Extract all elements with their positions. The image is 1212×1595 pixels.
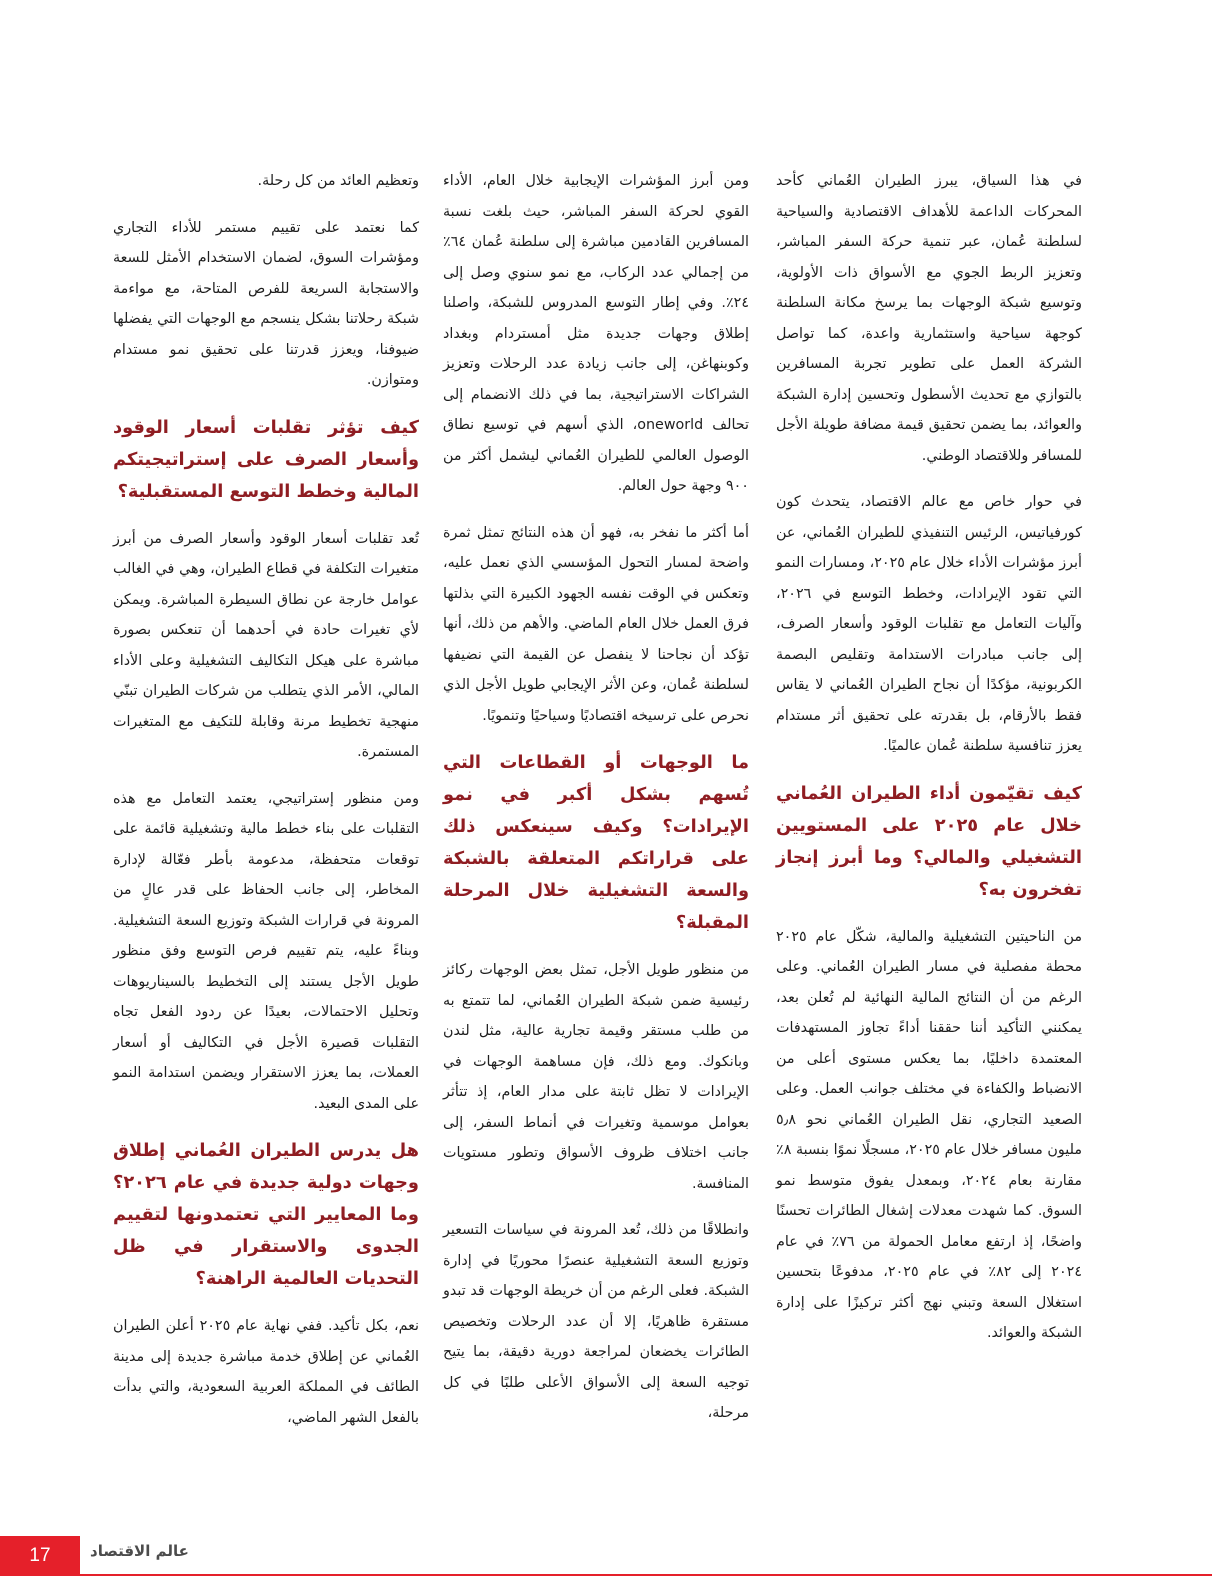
- paragraph: تُعد تقلبات أسعار الوقود وأسعار الصرف من أبرز متغيرات التكلفة في قطاع الطيران، وهي في الغالب عوامل خارجة عن نطاق السيطرة المباشرة. ويمكن لأي تغيرات حادة في أحدهما أن تنعكس بصورة مباشرة على هيكل التكاليف التشغيلية وعلى الأداء المالي، الأمر الذي يتطلب من شركات الطيران تبنّي منهجية تخطيط مرنة وقابلة للتكيف مع المتغيرات المستمرة.: [113, 530, 419, 760]
- paragraph: وانطلاقًا من ذلك، تُعد المرونة في سياسات التسعير وتوزيع السعة التشغيلية عنصرًا محوريًا في إدارة الشبكة. فعلى الرغم من أن خريطة الوجهات قد تبدو مستقرة ظاهريًا، إلا أن عدد الرحلات وتخصيص الطائرات يخضعان لمراجعة دورية دقيقة، بما يتيح توجيه السعة إلى الأسواق الأعلى طلبًا في كل مرحلة،: [443, 1222, 749, 1421]
- paragraph: وتعظيم العائد من كل رحلة.: [257, 173, 419, 189]
- question-heading: كيف تؤثر تقلبات أسعار الوقود وأسعار الصرف على إستراتيجيتكم المالية وخطط التوسع المستقبلية؟: [113, 416, 419, 502]
- paragraph: ومن أبرز المؤشرات الإيجابية خلال العام، الأداء القوي لحركة السفر المباشر، حيث بلغت نسبة المسافرين القادمين مباشرة إلى سلطنة عُمان ٦٤٪ من إجمالي عدد الركاب، مع نمو سنوي وصل إلى ٢٤٪. وفي إطار التوسع المدروس للشبكة، واصلنا إطلاق وجهات جديدة مثل أمستردام وبغداد وكوبنهاغن، إلى جانب زيادة عدد الرحلات وتعزيز الشراكات الاستراتيجية، بما في ذلك الانضمام إلى تحالف oneworld، الذي أسهم في توسيع نطاق الوصول العالمي للطيران العُماني ليشمل أكثر من ٩٠٠ وجهة حول العالم.: [443, 173, 750, 494]
- paragraph: ومن منظور إستراتيجي، يعتمد التعامل مع هذه التقلبات على بناء خطط مالية وتشغيلية قائمة على توقعات متحفظة، مدعومة بأطر فعّالة لإدارة المخاطر، إلى جانب الحفاظ على قدر عالٍ من المرونة في قرارات الشبكة وتوزيع السعة التشغيلية. وبناءً عليه، يتم تقييم فرص التوسع وفق منظور طويل الأجل يستند إلى التخطيط بالسيناريوهات وتحليل الاحتمالات، بعيدًا عن ردود الفعل تجاه التقلبات قصيرة الأجل في التكاليف أو أسعار العملات، بما يعزز الاستقرار ويضمن استدامة النمو على المدى البعيد.: [113, 790, 419, 1112]
- paragraph: في حوار خاص مع عالم الاقتصاد، يتحدث كون كورفياتيس، الرئيس التنفيذي للطيران العُماني، عن أبرز مؤشرات الأداء خلال عام ٢٠٢٥، ومسارات النمو التي تقود الإيرادات، وخطط التوسع في ٢٠٢٦، وآليات التعامل مع تقلبات الوقود وأسعار الصرف، إلى جانب مبادرات الاستدامة وتقليص البصمة الكربونية، مؤكدًا أن نجاح الطيران العُماني لا يقاس فقط بالأرقام، بل بقدرته على تحقيق أثر مستدام يعزز تنافسية سلطنة عُمان عالميًا.: [776, 494, 1082, 754]
- paragraph: في هذا السياق، يبرز الطيران العُماني كأحد المحركات الداعمة للأهداف الاقتصادية والسياحية لسلطنة عُمان، عبر تنمية حركة السفر المباشر، وتعزيز الربط الجوي مع الأسواق ذات الأولوية، وتوسيع شبكة الوجهات بما يرسخ مكانة السلطنة كوجهة سياحية واستثمارية واعدة، كما تواصل الشركة العمل على تطوير تجربة المسافرين بالتوازي مع تحديث الأسطول وتحسين إدارة الشبكة والعوائد، بما يضمن تحقيق قيمة مضافة طويلة الأجل للمسافر وللاقتصاد الوطني.: [776, 173, 1082, 464]
- article-column-right: [776, 166, 1082, 1365]
- page-number: 17: [0, 1536, 80, 1576]
- paragraph: كما نعتمد على تقييم مستمر للأداء التجاري ومؤشرات السوق، لضمان الاستخدام الأمثل للسعة والاستجابة السريعة للفرص المتاحة، مع مواءمة شبكة رحلاتنا بشكل ينسجم مع الوجهات التي يفضلها ضيوفنا، ويعزز قدرتنا على تحقيق نمو مستدام ومتوازن.: [113, 219, 419, 388]
- article-column-left: [113, 166, 419, 1449]
- paragraph: من منظور طويل الأجل، تمثل بعض الوجهات ركائز رئيسية ضمن شبكة الطيران العُماني، لما تتمتع به من طلب مستقر وقيمة تجارية عالية، مثل لندن وبانكوك. ومع ذلك، فإن مساهمة الوجهات في الإيرادات لا تظل ثابتة على مدار العام، إذ تتأثر بعوامل موسمية وتغيرات في أنماط السفر، إلى جانب اختلاف ظروف الأسواق وتطور مستويات المنافسة.: [443, 962, 749, 1192]
- article-column-middle: [443, 166, 749, 1445]
- paragraph: من الناحيتين التشغيلية والمالية، شكّل عام ٢٠٢٥ محطة مفصلية في مسار الطيران العُماني. وعلى الرغم من أن النتائج المالية النهائية لم تُعلن بعد، يمكنني التأكيد أننا حققنا أداءً تجاوز المستهدفات المعتمدة داخليًا، بما يعكس مستوى أعلى من الانضباط والكفاءة في مختلف جوانب العمل. وعلى الصعيد التجاري، نقل الطيران العُماني نحو ٥٫٨ مليون مسافر خلال عام ٢٠٢٥، مسجلًا نموًا بنسبة ٨٪ مقارنة بعام ٢٠٢٤، وبمعدل يفوق متوسط نمو السوق. كما شهدت معدلات إشغال الطائرات تحسنًا واضحًا، إذ ارتفع معامل الحمولة من ٧٦٪ في عام ٢٠٢٤ إلى ٨٢٪ في عام ٢٠٢٥، مدفوعًا بتحسين استغلال السعة وتبني نهج أكثر تركيزًا على إدارة الشبكة والعوائد.: [776, 928, 1082, 1341]
- question-heading: كيف تقيّمون أداء الطيران العُماني خلال عام ٢٠٢٥ على المستويين التشغيلي والمالي؟ وما أبرز إنجاز تفخرون به؟: [776, 782, 1082, 900]
- paragraph: أما أكثر ما نفخر به، فهو أن هذه النتائج تمثل ثمرة واضحة لمسار التحول المؤسسي الذي نعمل عليه، وتعكس في الوقت نفسه الجهود الكبيرة التي بذلتها فرق العمل خلال العام الماضي. والأهم من ذلك، أنها تؤكد أن نجاحنا لا ينفصل عن القيمة التي نضيفها لسلطنة عُمان، وعن الأثر الإيجابي طويل الأجل الذي نحرص على ترسيخه اقتصاديًا وسياحيًا وتنمويًا.: [443, 524, 749, 724]
- magazine-logo: عالم الاقتصاد: [90, 1542, 189, 1560]
- page-footer: [0, 1536, 1212, 1576]
- question-heading: هل يدرس الطيران العُماني إطلاق وجهات دولية جديدة في عام ٢٠٢٦؟ وما المعايير التي تعتمدونها لتقييم الجدوى والاستقرار في ظل التحديات العالمية الراهنة؟: [113, 1140, 419, 1289]
- footer-divider: [80, 1574, 1212, 1576]
- question-heading: ما الوجهات أو القطاعات التي تُسهم بشكل أكبر في نمو الإيرادات؟ وكيف سينعكس ذلك على قراراتكم المتعلقة بالشبكة والسعة التشغيلية خلال المرحلة المقبلة؟: [443, 752, 749, 933]
- paragraph: نعم، بكل تأكيد. ففي نهاية عام ٢٠٢٥ أعلن الطيران العُماني عن إطلاق خدمة مباشرة جديدة إلى مدينة الطائف في المملكة العربية السعودية، والتي بدأت بالفعل الشهر الماضي،: [113, 1318, 419, 1426]
